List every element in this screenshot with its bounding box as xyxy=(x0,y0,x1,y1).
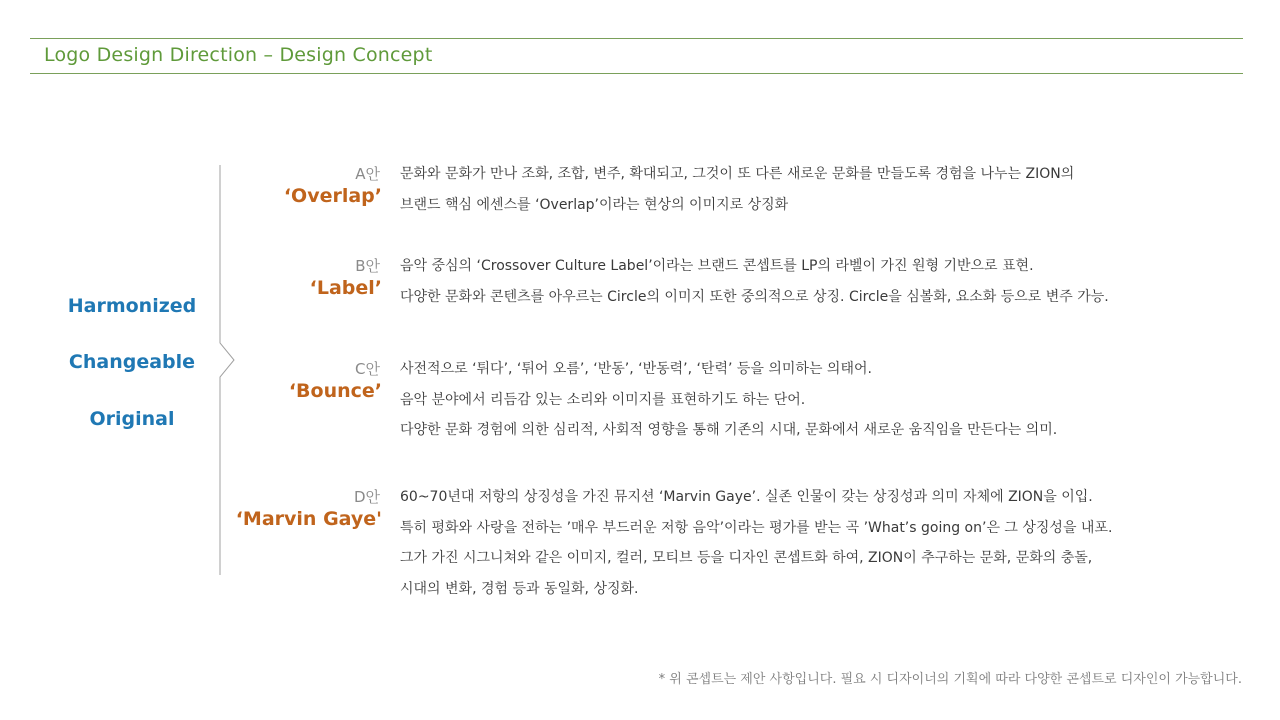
header-bottom-rule xyxy=(30,73,1243,74)
concept-tag: D안 xyxy=(353,488,380,506)
description-line: 음악 분야에서 리듬감 있는 소리와 이미지를 표현하기도 하는 단어. xyxy=(400,391,806,408)
concept-tag: A안 xyxy=(355,165,380,183)
description-line: 시대의 변화, 경험 등과 동일화, 상징화. xyxy=(400,580,639,597)
concept-name: ‘Overlap’ xyxy=(283,185,382,207)
keyword-original: Original xyxy=(89,408,175,430)
description-line: 다양한 문화와 콘텐츠를 아우르는 Circle의 이미지 또한 중의적으로 상징. Circle을 심볼화, 요소화 등으로 변주 가능. xyxy=(400,288,1109,305)
concept-name: ‘Bounce’ xyxy=(288,380,382,402)
concept-description xyxy=(400,486,1200,608)
concept-description xyxy=(400,163,1200,224)
description-line: 문화와 문화가 만나 조화, 조합, 변주, 확대되고, 그것이 또 다른 새로운 문화를 만들도록 경험을 나누는 ZION의 xyxy=(400,166,1075,182)
description-line: 브랜드 핵심 에센스를 ‘Overlap’이라는 현상의 이미지로 상징화 xyxy=(400,196,789,213)
description-line: 그가 가진 시그니쳐와 같은 이미지, 컬러, 모티브 등을 디자인 콘셉트화 하여, ZION이 추구하는 문화, 문화의 충돌, xyxy=(400,550,1093,566)
keyword-harmonized: Harmonized xyxy=(67,295,197,317)
page-title: Logo Design Direction – Design Concept xyxy=(44,44,433,66)
description-line: 사전적으로 ‘튀다’, ‘튀어 오름’, ‘반동’, ‘반동력’, ‘탄력’ 등을 의미하는 의태어. xyxy=(400,361,872,377)
concept-name: ‘Marvin Gaye' xyxy=(235,508,382,530)
concept-tag: C안 xyxy=(355,360,380,378)
description-line: 다양한 문화 경험에 의한 심리적, 사회적 영향을 통해 기존의 시대, 문화에서 새로운 움직임을 만든다는 의미. xyxy=(400,422,1058,438)
concept-description xyxy=(400,255,1200,316)
description-line: 특히 평화와 사랑을 전하는 ’매우 부드러운 저항 음악’이라는 평가를 받는 곡 ’What’s going on’은 그 상징성을 내포. xyxy=(400,519,1113,536)
concept-description xyxy=(400,358,1200,450)
description-line: 음악 중심의 ‘Crossover Culture Label’이라는 브랜드 콘셉트를 LP의 라벨이 가진 원형 기반으로 표현. xyxy=(400,258,1034,274)
description-line: 60~70년대 저항의 상징성을 가진 뮤지션 ‘Marvin Gaye’. 실존 인물이 갖는 상징성과 의미 자체에 ZION을 이입. xyxy=(400,489,1093,505)
concept-name: ‘Label’ xyxy=(309,277,382,299)
keyword-changeable: Changeable xyxy=(68,351,196,373)
footnote: * 위 콘셉트는 제안 사항입니다. 필요 시 디자이너의 기획에 따라 다양한 콘셉트로 디자인이 가능합니다. xyxy=(658,672,1242,687)
header-top-rule xyxy=(30,38,1243,39)
concept-tag: B안 xyxy=(355,257,380,275)
